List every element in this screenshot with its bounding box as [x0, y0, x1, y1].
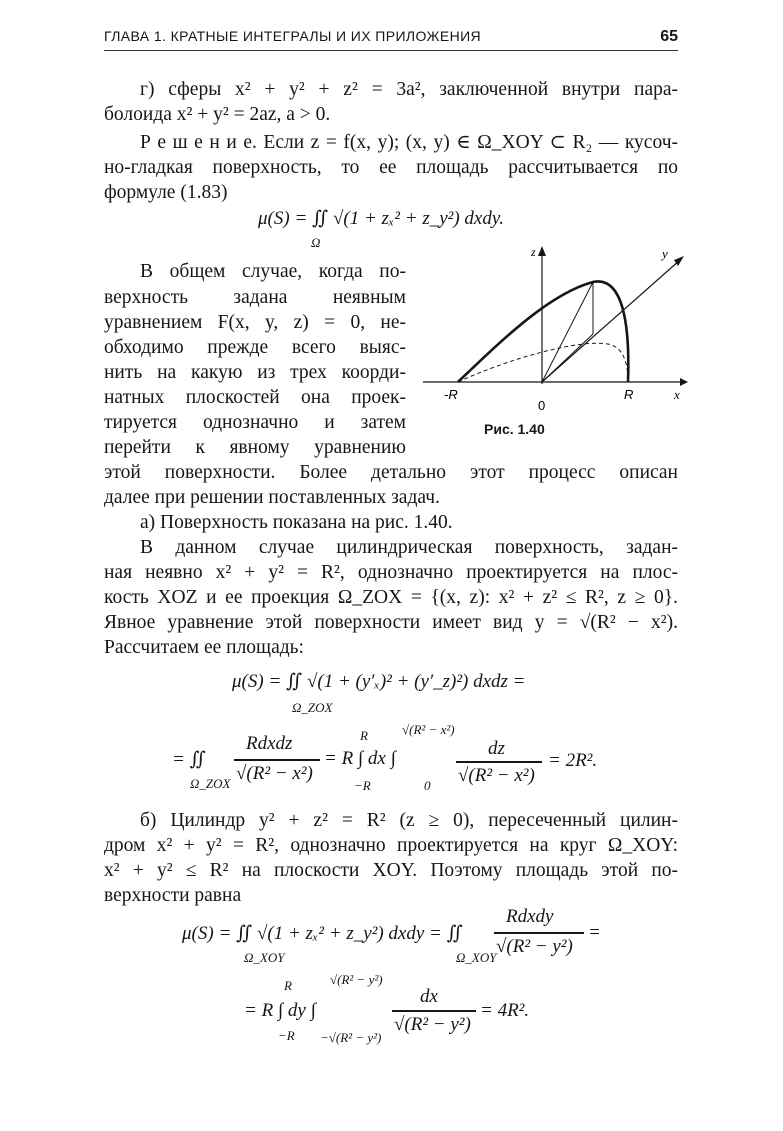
figure-caption: Рис. 1.40: [484, 421, 545, 437]
formula-subscript: Ω_XOY: [456, 950, 497, 965]
text-line: б) Цилиндр y² + z² = R² (z ≥ 0), пересеченный цилин-: [140, 810, 678, 831]
limit-lower: −R: [354, 778, 371, 793]
fraction-bar: [494, 932, 584, 934]
fraction-denominator: √(R² − y²): [394, 1014, 471, 1035]
text-line: ная неявно x² + y² = R², однозначно проектируется на плос-: [104, 562, 678, 583]
fraction-denominator: √(R² − y²): [496, 936, 573, 957]
text-line: кость XOZ и ее проекция Ω_ZOX = {(x, z): x² + z² ≤ R², z ≥ 0}.: [104, 587, 678, 608]
formula-part: = R ∫ dy ∫: [244, 1000, 316, 1021]
figure-cylinder-surface: [418, 234, 688, 444]
text-line: г) сферы x² + y² + z² = 3a², заключенной внутри пара-: [140, 79, 678, 100]
hidden-boundary-curve: [458, 343, 628, 382]
fraction-bar: [392, 1010, 476, 1012]
fraction-denominator: √(R² − x²): [458, 765, 535, 786]
limit-lower: −√(R² − y²): [320, 1030, 382, 1045]
text-line: а) Поверхность показана на рис. 1.40.: [140, 512, 453, 533]
formula-part: =: [588, 922, 601, 943]
text-line: но-гладкая поверхность, то ее площадь рассчитывается по: [104, 157, 678, 178]
limit-upper: R: [284, 978, 292, 993]
limit-upper: √(R² − x²): [402, 722, 455, 737]
text-line: перейти к явному уравнению: [104, 437, 406, 458]
formula-part: μ(S) = ∬ √(1 + zₓ² + z_y²) dxdy = ∬: [182, 923, 463, 944]
fraction-bar: [456, 761, 542, 763]
text-line: Рассчитаем ее площадь:: [104, 637, 304, 658]
construction-line: [542, 334, 593, 382]
formula-subscript: Ω_XOY: [244, 950, 285, 965]
text-line: Р е ш е н и е. Если z = f(x, y); (x, y) ∈ Ω_XOY ⊂ R₂ — кусоч-: [140, 132, 678, 153]
text-line: дром x² + y² = R², однозначно проектируется на круг Ω_XOY:: [104, 835, 678, 856]
fraction-numerator: Rdxdz: [246, 733, 293, 754]
y-label: y: [662, 246, 668, 261]
formula-part: = R ∫ dx ∫: [324, 748, 396, 769]
text-line: В общем случае, когда по-: [140, 261, 406, 282]
text-line: натных плоскостей она проек-: [104, 387, 406, 408]
text-line: Явное уравнение этой поверхности имеет вид y = √(R² − x²).: [104, 612, 678, 633]
text-line: далее при решении поставленных задач.: [104, 487, 440, 508]
y-axis: [542, 260, 680, 382]
formula-result: = 2R².: [548, 750, 598, 771]
running-header: [104, 28, 678, 51]
text-line: верхность задана неявным: [104, 287, 406, 308]
text-line: В данном случае цилиндрическая поверхность, задан-: [140, 537, 678, 558]
surface-boundary-curve: [458, 281, 628, 382]
page-number: 65: [660, 28, 678, 45]
limit-lower: 0: [424, 778, 431, 793]
construction-line: [542, 282, 593, 382]
formula-subscript: Ω: [311, 235, 321, 250]
text-line: уравнением F(x, y, z) = 0, не-: [104, 312, 406, 333]
z-label: z: [531, 245, 536, 259]
fraction-denominator: √(R² − x²): [236, 763, 313, 784]
formula-result: = 4R².: [480, 1000, 530, 1021]
origin-label: 0: [538, 398, 546, 413]
fraction-bar: [234, 759, 320, 761]
text-line: этой поверхности. Более детально этот процесс описан: [104, 462, 678, 483]
limit-upper: √(R² − y²): [330, 972, 383, 987]
minus-r-label: -R: [444, 387, 458, 402]
formula-part: = ∬: [172, 749, 206, 770]
formula-surface-area-xoz: μ(S) = ∬ √(1 + (y′ₓ)² + (y′_z)²) dxdz =: [232, 671, 526, 692]
fraction-numerator: dz: [488, 738, 505, 759]
text-line: нить на какую из трех коорди-: [104, 362, 406, 383]
x-label: x: [674, 387, 680, 402]
text-line: тируется однозначно и затем: [104, 412, 406, 433]
formula-area-integral: μ(S) = ∬ √(1 + zₓ² + z_y²) dxdy.: [258, 208, 504, 229]
limit-upper: R: [360, 728, 368, 743]
text-line: формуле (1.83): [104, 182, 228, 203]
text-line: болоида x² + y² = 2az, a > 0.: [104, 104, 331, 125]
fraction-numerator: dx: [420, 986, 438, 1007]
r-label: R: [624, 387, 634, 402]
text-line: верхности равна: [104, 885, 242, 906]
limit-lower: −R: [278, 1028, 295, 1043]
text-line: x² + y² ≤ R² на плоскости XOY. Поэтому площадь этой по-: [104, 860, 678, 881]
z-axis-arrow: [538, 246, 546, 256]
x-axis-arrow: [680, 378, 688, 386]
formula-subscript: Ω_ZOX: [292, 700, 333, 715]
chapter-title: ГЛАВА 1. КРАТНЫЕ ИНТЕГРАЛЫ И ИХ ПРИЛОЖЕНИЯ: [104, 28, 482, 44]
text-line: обходимо прежде всего выяс-: [104, 337, 406, 358]
fraction-numerator: Rdxdy: [506, 906, 554, 927]
formula-subscript: Ω_ZOX: [190, 776, 231, 791]
